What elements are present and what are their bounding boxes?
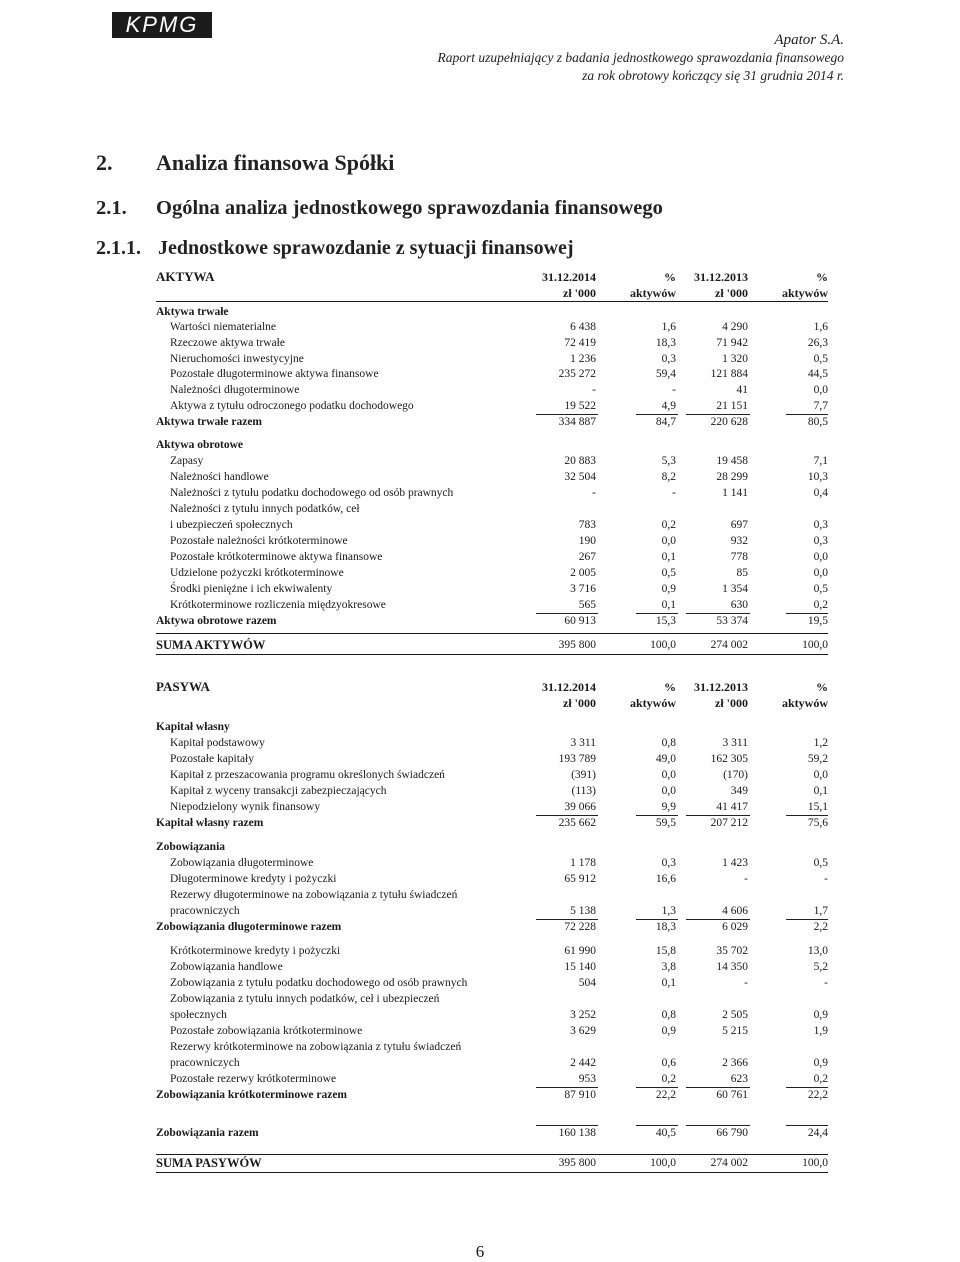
table-row — [156, 566, 828, 580]
cell-value: - — [672, 384, 676, 396]
row-label: Aktywa trwałe — [156, 306, 229, 318]
cell-value: 71 942 — [716, 337, 748, 349]
table-row — [156, 920, 828, 934]
row-label: Udzielone pożyczki krótkoterminowe — [170, 567, 344, 579]
cell-value: 1,6 — [661, 321, 676, 333]
row-label: Pozostałe krótkoterminowe aktywa finansowe — [170, 551, 383, 563]
table-row — [156, 992, 828, 1006]
cell-value: 19,5 — [807, 615, 828, 627]
table-row — [156, 1024, 828, 1038]
cell-value: 0,0 — [813, 769, 828, 781]
cell-value: 4 606 — [722, 905, 748, 917]
cell-value: 80,5 — [807, 416, 828, 428]
cell-value: 1 320 — [722, 353, 748, 365]
cell-value: 22,2 — [655, 1089, 676, 1101]
cell-value: 3 311 — [722, 737, 748, 749]
cell-value: 59,2 — [807, 753, 828, 765]
cell-value: 4,9 — [661, 400, 676, 412]
table-row — [156, 976, 828, 990]
subtotal-rule — [786, 919, 828, 920]
row-label: Kapitał podstawowy — [170, 737, 265, 749]
cell-value: 0,5 — [813, 583, 828, 595]
table-row — [156, 872, 828, 886]
cell-value: 193 789 — [558, 753, 596, 765]
cell-value: 1 423 — [722, 857, 748, 869]
report-period: za rok obrotowy kończący się 31 grudnia 2014 r. — [582, 68, 844, 83]
table-row — [156, 415, 828, 429]
row-label: Krótkoterminowe rozliczenia międzyokresowe — [170, 599, 386, 611]
subtotal-rule — [636, 613, 678, 614]
subtotal-rule — [786, 815, 828, 816]
subtotal-rule — [686, 919, 750, 920]
cell-value: 2 505 — [722, 1009, 748, 1021]
cell-value: 59,5 — [655, 817, 676, 829]
row-label: Kapitał z wyceny transakcji zabezpieczających — [170, 785, 387, 797]
liabilities-header: PASYWA 31.12.2014 % 31.12.2013 % — [156, 679, 828, 694]
table-row — [156, 1040, 828, 1054]
assets-table — [156, 270, 828, 660]
subtotal-rule — [636, 1087, 678, 1088]
table-row — [156, 768, 828, 782]
table-row — [156, 816, 828, 830]
cell-value: 0,2 — [661, 519, 676, 531]
cell-value: - — [824, 873, 828, 885]
cell-value: 0,4 — [813, 487, 828, 499]
cell-value: - — [592, 487, 596, 499]
section-heading: 2. Analiza finansowa Spółki — [96, 150, 395, 175]
cell-value: 0,9 — [813, 1009, 828, 1021]
cell-value: (113) — [571, 785, 596, 797]
cell-value: 15,8 — [655, 945, 676, 957]
cell-value: 162 305 — [710, 753, 748, 765]
row-label: Aktywa obrotowe — [156, 439, 243, 451]
cell-value: 85 — [736, 567, 748, 579]
cell-value: - — [744, 977, 748, 989]
cell-value: 121 884 — [710, 368, 748, 380]
subsubsection-heading: 2.1.1. Jednostkowe sprawozdanie z sytuacji finansowej — [96, 237, 574, 259]
table-row — [156, 598, 828, 612]
cell-value: 9,9 — [661, 801, 676, 813]
cell-value: 0,2 — [813, 1073, 828, 1085]
table-row — [156, 1056, 828, 1070]
cell-value: 932 — [730, 535, 748, 547]
liabilities-table — [156, 680, 828, 1180]
subtotal-rule — [536, 919, 598, 920]
table-row — [156, 320, 828, 334]
company-name: Apator S.A. — [774, 32, 844, 48]
row-label: Zobowiązania — [156, 841, 226, 853]
cell-value: 504 — [578, 977, 596, 989]
table-row — [156, 367, 828, 381]
table-row — [156, 720, 828, 734]
cell-value: 15,3 — [655, 615, 676, 627]
subtotal-rule — [536, 1087, 598, 1088]
cell-value: 41 417 — [716, 801, 748, 813]
cell-value: 220 628 — [710, 416, 748, 428]
subsection-heading: 2.1. Ogólna analiza jednostkowego sprawozdania finansowego — [96, 197, 663, 219]
row-label: Pozostałe należności krótkoterminowe — [170, 535, 348, 547]
table-row — [156, 518, 828, 532]
cell-value: 235 272 — [558, 368, 596, 380]
cell-value: 0,3 — [661, 353, 676, 365]
table-row — [156, 305, 828, 319]
cell-value: 160 138 — [558, 1127, 596, 1139]
cell-value: 0,0 — [661, 535, 676, 547]
cell-value: 6 438 — [570, 321, 596, 333]
cell-value: 32 504 — [564, 471, 596, 483]
cell-value: 60 761 — [716, 1089, 748, 1101]
subtotal-rule — [536, 414, 598, 415]
table-row — [156, 534, 828, 548]
cell-value: 18,3 — [655, 921, 676, 933]
table-row — [156, 736, 828, 750]
table-row — [156, 856, 828, 870]
assets-header: AKTYWA 31.12.2014 % 31.12.2013 % — [156, 269, 828, 284]
cell-value: 61 990 — [564, 945, 596, 957]
table-row — [156, 1072, 828, 1086]
cell-value: 5,2 — [813, 961, 828, 973]
cell-value: 13,0 — [807, 945, 828, 957]
subtotal-rule — [686, 1125, 750, 1126]
cell-value: 0,1 — [813, 785, 828, 797]
report-title: Raport uzupełniający z badania jednostkowego sprawozdania finansowego — [437, 50, 844, 65]
cell-value: 0,0 — [813, 567, 828, 579]
cell-value: 41 — [736, 384, 748, 396]
kpmg-logo: KPMG — [112, 12, 212, 38]
cell-value: 1,9 — [813, 1025, 828, 1037]
cell-value: 59,4 — [655, 368, 676, 380]
table-row — [156, 960, 828, 974]
cell-value: 53 374 — [716, 615, 748, 627]
cell-value: 65 912 — [564, 873, 596, 885]
liabilities-total-row: SUMA PASYWÓW 395 800 100,0 274 002 100,0 — [156, 1156, 828, 1170]
table-row — [156, 752, 828, 766]
cell-value: - — [744, 873, 748, 885]
cell-value: - — [592, 384, 596, 396]
row-label: Zobowiązania razem — [156, 1127, 259, 1139]
cell-value: 3 716 — [570, 583, 596, 595]
cell-value: 1,3 — [661, 905, 676, 917]
cell-value: 4 290 — [722, 321, 748, 333]
row-label: Kapitał własny razem — [156, 817, 264, 829]
cell-value: 44,5 — [807, 368, 828, 380]
cell-value: 60 913 — [564, 615, 596, 627]
subtotal-rule — [636, 815, 678, 816]
row-label: Kapitał własny — [156, 721, 230, 733]
cell-value: 0,2 — [661, 1073, 676, 1085]
cell-value: 783 — [578, 519, 596, 531]
row-label: pracowniczych — [170, 1057, 240, 1069]
subtotal-rule — [536, 1125, 598, 1126]
subtotal-rule — [686, 613, 750, 614]
table-row — [156, 888, 828, 902]
cell-value: 5 138 — [570, 905, 596, 917]
cell-value: 7,1 — [813, 455, 828, 467]
cell-value: 2 442 — [570, 1057, 596, 1069]
cell-value: 0,3 — [813, 519, 828, 531]
row-label: pracowniczych — [170, 905, 240, 917]
row-label: Kapitał z przeszacowania programu określonych świadczeń — [170, 769, 445, 781]
cell-value: 0,5 — [813, 353, 828, 365]
cell-value: 0,5 — [661, 567, 676, 579]
row-label: Wartości niematerialne — [170, 321, 277, 333]
cell-value: 2 366 — [722, 1057, 748, 1069]
cell-value: (391) — [571, 769, 596, 781]
cell-value: 0,8 — [661, 1009, 676, 1021]
cell-value: 16,6 — [655, 873, 676, 885]
cell-value: 0,8 — [661, 737, 676, 749]
cell-value: 0,5 — [813, 857, 828, 869]
row-label: Zobowiązania z tytułu innych podatków, ceł i ubezpieczeń — [170, 993, 440, 1005]
cell-value: 14 350 — [716, 961, 748, 973]
cell-value: 0,9 — [661, 583, 676, 595]
assets-total-row: SUMA AKTYWÓW 395 800 100,0 274 002 100,0 — [156, 638, 828, 652]
table-row — [156, 1126, 828, 1140]
cell-value: 3 311 — [570, 737, 596, 749]
table-row — [156, 800, 828, 814]
cell-value: 87 910 — [564, 1089, 596, 1101]
row-label: Niepodzielony wynik finansowy — [170, 801, 321, 813]
cell-value: 19 458 — [716, 455, 748, 467]
row-label: społecznych — [170, 1009, 227, 1021]
row-label: Krótkoterminowe kredyty i pożyczki — [170, 945, 341, 957]
cell-value: 0,0 — [661, 785, 676, 797]
cell-value: 5 215 — [722, 1025, 748, 1037]
table-row — [156, 944, 828, 958]
row-label: Zobowiązania długoterminowe razem — [156, 921, 342, 933]
cell-value: 623 — [730, 1073, 748, 1085]
table-row — [156, 352, 828, 366]
row-label: Aktywa z tytułu odroczonego podatku dochodowego — [170, 400, 414, 412]
subtotal-rule — [686, 414, 750, 415]
table-row — [156, 470, 828, 484]
cell-value: 20 883 — [564, 455, 596, 467]
table-row — [156, 502, 828, 516]
subtotal-rule — [536, 815, 598, 816]
row-label: Należności z tytułu innych podatków, ceł — [170, 503, 360, 515]
cell-value: 5,3 — [661, 455, 676, 467]
cell-value: 630 — [730, 599, 748, 611]
cell-value: 22,2 — [807, 1089, 828, 1101]
table-row — [156, 438, 828, 452]
cell-value: 1 236 — [570, 353, 596, 365]
table-row — [156, 840, 828, 854]
subtotal-rule — [536, 613, 598, 614]
cell-value: (170) — [723, 769, 748, 781]
cell-value: 3 629 — [570, 1025, 596, 1037]
cell-value: 26,3 — [807, 337, 828, 349]
cell-value: 15 140 — [564, 961, 596, 973]
assets-subheader: zł '000 aktywów zł '000 aktywów — [563, 286, 828, 300]
row-label: Rzeczowe aktywa trwałe — [170, 337, 285, 349]
page-number: 6 — [475, 1242, 485, 1261]
cell-value: 267 — [578, 551, 596, 563]
liabilities-subheader: zł '000 aktywów zł '000 aktywów — [563, 696, 828, 710]
cell-value: 235 662 — [558, 817, 596, 829]
table-row — [156, 1008, 828, 1022]
row-label: Pozostałe długoterminowe aktywa finansowe — [170, 368, 379, 380]
row-label: Rezerwy krótkoterminowe na zobowiązania z tytułu świadczeń — [170, 1041, 462, 1053]
cell-value: 39 066 — [564, 801, 596, 813]
cell-value: 75,6 — [807, 817, 828, 829]
table-row — [156, 336, 828, 350]
cell-value: 334 887 — [558, 416, 596, 428]
cell-value: 6 029 — [722, 921, 748, 933]
row-label: Należności z tytułu podatku dochodowego od osób prawnych — [170, 487, 454, 499]
cell-value: - — [824, 977, 828, 989]
cell-value: 0,1 — [661, 551, 676, 563]
subtotal-rule — [786, 414, 828, 415]
cell-value: 49,0 — [655, 753, 676, 765]
row-label: Zobowiązania długoterminowe — [170, 857, 314, 869]
subtotal-rule — [786, 1087, 828, 1088]
cell-value: 565 — [578, 599, 596, 611]
cell-value: 0,0 — [813, 384, 828, 396]
cell-value: 0,2 — [813, 599, 828, 611]
row-label: Aktywa trwałe razem — [156, 416, 263, 428]
cell-value: 72 419 — [564, 337, 596, 349]
cell-value: 0,1 — [661, 977, 676, 989]
cell-value: 10,3 — [807, 471, 828, 483]
table-row — [156, 486, 828, 500]
cell-value: 8,2 — [661, 471, 676, 483]
cell-value: 28 299 — [716, 471, 748, 483]
table-row — [156, 784, 828, 798]
subtotal-rule — [686, 1087, 750, 1088]
row-label: Pozostałe rezerwy krótkoterminowe — [170, 1073, 337, 1085]
cell-value: 84,7 — [655, 416, 676, 428]
cell-value: 40,5 — [655, 1127, 676, 1139]
cell-value: 1,7 — [813, 905, 828, 917]
table-row — [156, 454, 828, 468]
cell-value: 18,3 — [655, 337, 676, 349]
row-label: Środki pieniężne i ich ekwiwalenty — [170, 583, 333, 595]
cell-value: 24,4 — [807, 1127, 828, 1139]
row-label: Rezerwy długoterminowe na zobowiązania z tytułu świadczeń — [170, 889, 458, 901]
cell-value: 778 — [730, 551, 748, 563]
cell-value: 19 522 — [564, 400, 596, 412]
cell-value: 21 151 — [716, 400, 748, 412]
row-label: Nieruchomości inwestycyjne — [170, 353, 304, 365]
row-label: Należności długoterminowe — [170, 384, 300, 396]
cell-value: 0,3 — [661, 857, 676, 869]
cell-value: 697 — [730, 519, 748, 531]
row-label: Pozostałe kapitały — [170, 753, 254, 765]
cell-value: 0,1 — [661, 599, 676, 611]
cell-value: 35 702 — [716, 945, 748, 957]
cell-value: 1 141 — [722, 487, 748, 499]
table-row — [156, 614, 828, 628]
cell-value: 15,1 — [807, 801, 828, 813]
cell-value: 0,0 — [661, 769, 676, 781]
row-label: Pozostałe zobowiązania krótkoterminowe — [170, 1025, 363, 1037]
cell-value: 0,0 — [813, 551, 828, 563]
cell-value: 349 — [730, 785, 748, 797]
table-row — [156, 383, 828, 397]
subtotal-rule — [636, 1125, 678, 1126]
cell-value: 1 178 — [570, 857, 596, 869]
cell-value: 953 — [578, 1073, 596, 1085]
subtotal-rule — [636, 919, 678, 920]
row-label: Długoterminowe kredyty i pożyczki — [170, 873, 337, 885]
cell-value: 0,9 — [661, 1025, 676, 1037]
cell-value: 190 — [578, 535, 596, 547]
cell-value: 0,6 — [661, 1057, 676, 1069]
row-label: Należności handlowe — [170, 471, 269, 483]
subtotal-rule — [636, 414, 678, 415]
cell-value: 3,8 — [661, 961, 676, 973]
row-label: Zobowiązania krótkoterminowe razem — [156, 1089, 347, 1101]
row-label: Zobowiązania handlowe — [170, 961, 283, 973]
cell-value: 2 005 — [570, 567, 596, 579]
cell-value: 66 790 — [716, 1127, 748, 1139]
cell-value: 3 252 — [570, 1009, 596, 1021]
cell-value: 2,2 — [813, 921, 828, 933]
table-row — [156, 550, 828, 564]
table-row — [156, 904, 828, 918]
subtotal-rule — [786, 613, 828, 614]
cell-value: 207 212 — [710, 817, 748, 829]
cell-value: 1,6 — [813, 321, 828, 333]
subtotal-rule — [686, 815, 750, 816]
row-label: Zobowiązania z tytułu podatku dochodowego od osób prawnych — [170, 977, 468, 989]
row-label: Aktywa obrotowe razem — [156, 615, 277, 627]
cell-value: 0,3 — [813, 535, 828, 547]
cell-value: 1,2 — [813, 737, 828, 749]
row-label: Zapasy — [170, 455, 204, 467]
cell-value: 1 354 — [722, 583, 748, 595]
cell-value: - — [672, 487, 676, 499]
table-row — [156, 582, 828, 596]
subtotal-rule — [786, 1125, 828, 1126]
cell-value: 0,9 — [813, 1057, 828, 1069]
row-label: i ubezpieczeń społecznych — [170, 519, 293, 531]
cell-value: 7,7 — [813, 400, 828, 412]
table-row — [156, 399, 828, 413]
table-row — [156, 1088, 828, 1102]
cell-value: 72 228 — [564, 921, 596, 933]
